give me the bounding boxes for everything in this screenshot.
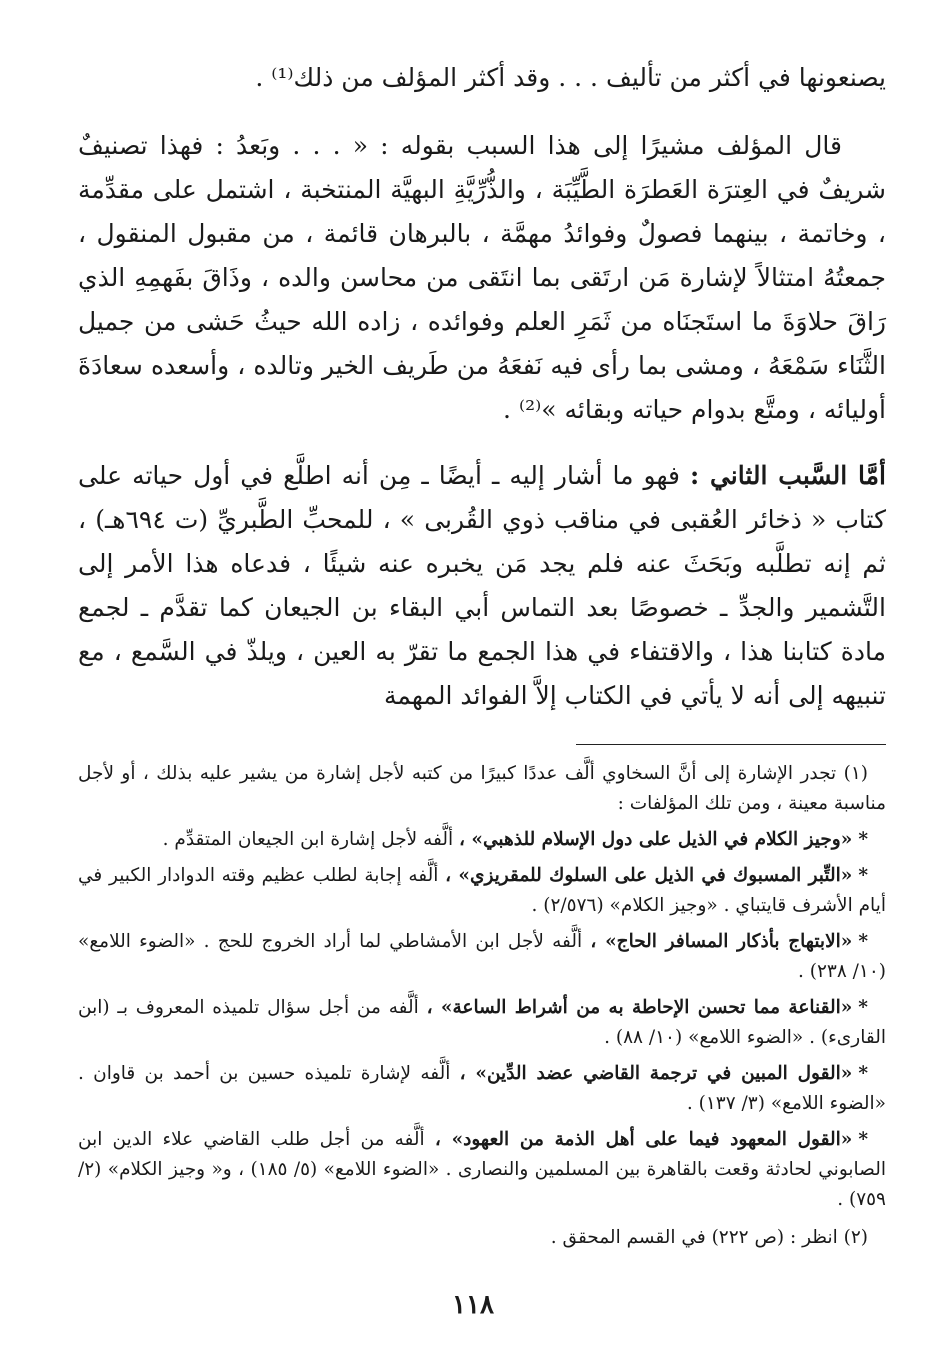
footnote-list-item [78, 1125, 886, 1215]
paragraph-2: قال المؤلف مشيرًا إلى هذا السبب بقوله : « . . . وبَعدُ : فهذا تصنيفٌ شريفٌ في العِترَة العَطرَة الطَّيِّبَة ، والذُّرِّيَّةِ البهيَّة المنتخبة ، اشتمل على مقدِّمة ، وخاتمة ، بينهما فصولٌ وفوائدُ مهمَّة ، بالبرهان قائمة ، من مقبول المنقول ، جمعتُهُ امتثالاً لإشارة مَن ارتَقى بما انتَقى من محاسن والده ، وذَاقَ بفَهمِهِ الذي رَاقَ حلاوَةَ ما استَجنَاه من ثَمَرِ العلم وفوائده ، زاده الله حيثُ حَشى من جميل الثَّنَاء سَمْعَهُ ، ومشى بما رأى فيه نَفعَهُ من طَريف الخير وتالده ، وأسعده سعادَةَ أوليائه ، ومتَّع بدوام حياته وبقائه »⁽²⁾ . [78, 131, 886, 424]
book-title: «الابتهاج بأذكار المسافر الحاج» ، [590, 931, 853, 952]
bullet-star-icon: * [858, 1063, 868, 1084]
book-page [78, 56, 886, 1336]
footnote-list-item [78, 927, 886, 987]
main-text [78, 56, 886, 718]
page-number: ١١٨ [452, 1290, 494, 1320]
item-text: ألَّفه لأجل ابن الأمشاطي لما أراد الخروج للحج . «الضوء اللامع» (١٠/ ٢٣٨) . [78, 931, 886, 982]
paragraph-3 [78, 454, 886, 718]
book-title: «وجيز الكلام في الذيل على دول الإسلام للذهبي» ، [459, 829, 853, 850]
footnote-list-item [78, 1059, 886, 1119]
footnotes [78, 759, 886, 1253]
paragraph-3-heading: أمَّا السَّبب الثاني : [689, 461, 886, 490]
footnote-separator [576, 744, 886, 745]
bullet-star-icon: * [858, 865, 868, 886]
book-title: «القناعة مما تحسن الإحاطة به من أشراط الساعة» ، [426, 997, 853, 1018]
item-text: ألَّفه من أجل سؤال تلميذه المعروف بـ (ابن القارىء) . «الضوء اللامع» (١٠/ ٨٨) . [78, 997, 886, 1048]
footnote-list-item [78, 825, 886, 855]
item-text: ألَّفه لأجل إشارة ابن الجيعان المتقدِّم . [162, 829, 460, 850]
paragraph-3-body: فهو ما أشار إليه ـ أيضًا ـ مِن أنه اطلَّع في أول حياته على كتاب « ذخائر العُقبى في مناقب ذوي القُربى » ، للمحبِّ الطَّبريِّ (ت ٦٩٤هـ) ، ثم إنه تطلَّبه وبَحَثَ عنه فلم يجد مَن يخبره عنه شيئًا ، فدعاه هذا الأمر إلى التَّشمير والجدِّ ـ خصوصًا بعد التماس أبي البقاء بن الجيعان كما تقدَّم ـ لجمع مادة كتابنا هذا ، والاقتفاء في هذا الجمع ما تقرّ به العين ، ويلذّ في السَّمع ، مع تنبيهه إلى أنه لا يأتي في الكتاب إلاَّ الفوائد المهمة [78, 461, 886, 710]
item-text: ألَّفه لإشارة تلميذه حسين بن أحمد بن قاوان . «الضوء اللامع» (٣/ ١٣٧) . [78, 1063, 886, 1114]
footnote-1-intro: (١) تجدر الإشارة إلى أنَّ السخاوي ألَّف عددًا كبيرًا من كتبه لأجل إشارة من يشير عليه بذلك ، أو لأجل مناسبة معينة ، ومن تلك المؤلفات : [78, 763, 886, 814]
footnote-list-item [78, 993, 886, 1053]
bullet-star-icon: * [858, 1129, 868, 1150]
bullet-star-icon: * [858, 829, 868, 850]
book-title: «القول المبين في ترجمة القاضي عضد الدِّين» ، [459, 1063, 853, 1084]
paragraph-1: يصنعونها في أكثر من تأليف . . . وقد أكثر المؤلف من ذلك⁽¹⁾ . [255, 63, 886, 92]
footnote-list-item [78, 861, 886, 921]
footnote-2: (٢) انظر : (ص ٢٢٢) في القسم المحقق . [550, 1227, 868, 1248]
bullet-star-icon: * [858, 997, 868, 1018]
item-text: ألَّفه من أجل طلب القاضي علاء الدين ابن الصابوني لحادثة وقعت بالقاهرة بين المسلمين والنصارى . «الضوء اللامع» (٥/ ١٨٥) ، و« وجيز الكلام» (٢/ ٧٥٩) . [78, 1129, 886, 1210]
bullet-star-icon: * [858, 931, 869, 952]
book-title: «القول المعهود فيما على أهل الذمة من العهود» ، [434, 1129, 853, 1150]
book-title: «التِّبر المسبوك في الذيل على السلوك للمقريزي» ، [445, 865, 853, 886]
item-text: ألَّفه إجابة لطلب عظيم وقته الدوادار الكبير في أيام الأشرف قايتباي . «وجيز الكلام» (٢/٥٧٦) . [78, 865, 886, 916]
